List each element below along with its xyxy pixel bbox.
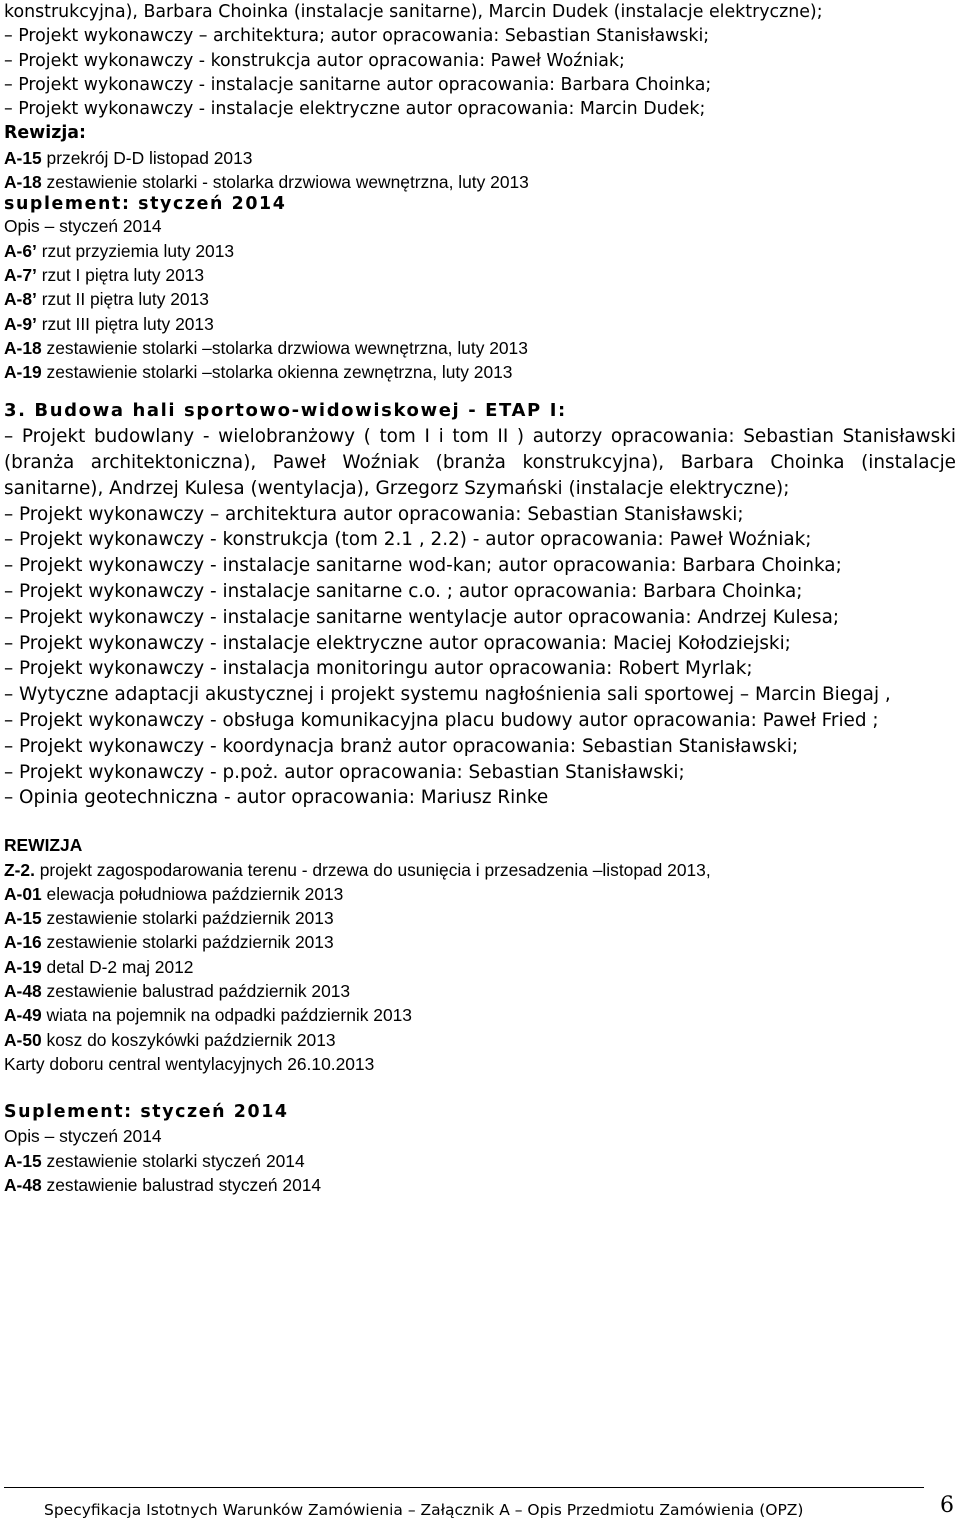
authors-paragraph: konstrukcyjna), Barbara Choinka (instalacje sanitarne), Marcin Dudek (instalacje elektryczne); (4, 2, 823, 22)
list-item: A-19 detal D-2 maj 2012 (4, 956, 194, 977)
rewizja-label: Rewizja: (4, 123, 86, 144)
list-item: – Projekt wykonawczy - instalacje sanitarne wentylacje autor opracowania: Andrzej Kulesa; (4, 606, 840, 628)
rewizja-2 (4, 833, 956, 1076)
list-item: Z-2. projekt zagospodarowania terenu - drzewa do usunięcia i przesadzenia –listopad 2013, (4, 859, 711, 880)
list-item: – Wytyczne adaptacji akustycznej i projekt systemu nagłośnienia sali sportowej – Marcin Biegaj , (4, 684, 891, 706)
list-item: A-15 zestawienie stolarki październik 2013 (4, 908, 334, 929)
list-item: – Projekt wykonawczy – architektura autor opracowania: Sebastian Stanisławski; (4, 503, 744, 525)
list-item: A-9’ rzut III piętra luty 2013 (4, 313, 214, 334)
list-item: A-6’ rzut przyziemia luty 2013 (4, 240, 235, 261)
suplement-2-opis: Opis – styczeń 2014 (4, 1126, 162, 1147)
footer-text: Specyfikacja Istotnych Warunków Zamówienia – Załącznik A – Opis Przedmiotu Zamówienia (OPZ) (44, 1501, 804, 1519)
section-3 (4, 398, 956, 811)
list-item: A-18 zestawienie stolarki - stolarka drzwiowa wewnętrzna, luty 2013 (4, 172, 529, 193)
list-item: A-48 zestawienie balustrad styczeń 2014 (4, 1175, 322, 1196)
list-item: – Projekt wykonawczy - instalacje elektryczne autor opracowania: Maciej Kołodziejski; (4, 632, 791, 654)
list-item: – Projekt wykonawczy - koordynacja branż autor opracowania: Sebastian Stanisławski; (4, 735, 799, 757)
list-item: A-7’ rzut I piętra luty 2013 (4, 264, 205, 285)
list-item: – Projekt wykonawczy - instalacje sanitarne autor opracowania: Barbara Choinka; (4, 74, 712, 95)
rewizja-list (4, 146, 956, 195)
karty-line: Karty doboru central wentylacyjnych 26.10.2013 (4, 1053, 375, 1074)
list-item: – Projekt wykonawczy - instalacja monitoringu autor opracowania: Robert Myrlak; (4, 658, 753, 680)
list-item: A-15 zestawienie stolarki styczeń 2014 (4, 1150, 305, 1171)
list-item: A-15 przekrój D-D listopad 2013 (4, 147, 253, 168)
list-item: – Projekt wykonawczy - obsługa komunikacyjna placu budowy autor opracowania: Paweł Fried ; (4, 710, 879, 732)
list-item: – Projekt wykonawczy - instalacje sanitarne c.o. ; autor opracowania: Barbara Choinka; (4, 581, 803, 603)
section-1 (4, 0, 956, 146)
list-item: A-18 zestawienie stolarki –stolarka drzwiowa wewnętrzna, luty 2013 (4, 337, 528, 358)
list-item: A-01 elewacja południowa październik 2013 (4, 883, 344, 904)
footer-divider (4, 1487, 924, 1488)
list-item: – Opinia geotechniczna - autor opracowania: Mariusz Rinke (4, 787, 549, 809)
document-page (4, 0, 956, 1197)
list-item: – Projekt wykonawczy - p.poż. autor opracowania: Sebastian Stanisławski; (4, 761, 685, 783)
list-item: – Projekt wykonawczy – architektura; autor opracowania: Sebastian Stanisławski; (4, 26, 710, 47)
list-item: A-48 zestawienie balustrad październik 2013 (4, 980, 351, 1001)
list-item: A-49 wiata na pojemnik na odpadki październik 2013 (4, 1005, 412, 1026)
suplement-list (4, 239, 956, 385)
page-number: 6 (940, 1493, 954, 1518)
suplement-opis: Opis – styczeń 2014 (4, 216, 162, 237)
list-item: – Projekt budowlany - wielobranżowy ( tom I i tom II ) autorzy opracowania: Sebastian Stanisławski (branża architektoniczna), Paweł Woźniak (branża konstrukcyjna), Barbara Choinka (instalacje sanitarne), Andrzej Kulesa (wentylacja), Grzegorz Szymański (instalacje elektryczne); (4, 426, 956, 499)
list-item: A-19 zestawienie stolarki –stolarka okienna zewnętrzna, luty 2013 (4, 362, 513, 383)
list-item: – Projekt wykonawczy - konstrukcja (tom 2.1 , 2.2) - autor opracowania: Paweł Woźniak; (4, 529, 812, 551)
suplement-2-heading: Suplement: styczeń 2014 (4, 1102, 289, 1123)
list-item: A-8’ rzut II piętra luty 2013 (4, 289, 209, 310)
list-item: – Projekt wykonawczy - konstrukcja autor opracowania: Paweł Woźniak; (4, 50, 625, 71)
rewizja-2-heading: REWIZJA (4, 835, 83, 856)
list-item: – Projekt wykonawczy - instalacje sanitarne wod-kan; autor opracowania: Barbara Choinka; (4, 555, 842, 577)
suplement-heading: suplement: styczeń 2014 (4, 194, 287, 215)
page-footer (0, 1487, 960, 1517)
list-item: A-16 zestawienie stolarki październik 2013 (4, 932, 334, 953)
suplement-2 (4, 1100, 956, 1197)
list-item: – Projekt wykonawczy - instalacje elektryczne autor opracowania: Marcin Dudek; (4, 99, 706, 120)
list-item: A-50 kosz do koszykówki październik 2013 (4, 1029, 336, 1050)
section-3-heading: 3. Budowa hali sportowo-widowiskowej - ETAP I: (4, 400, 567, 422)
